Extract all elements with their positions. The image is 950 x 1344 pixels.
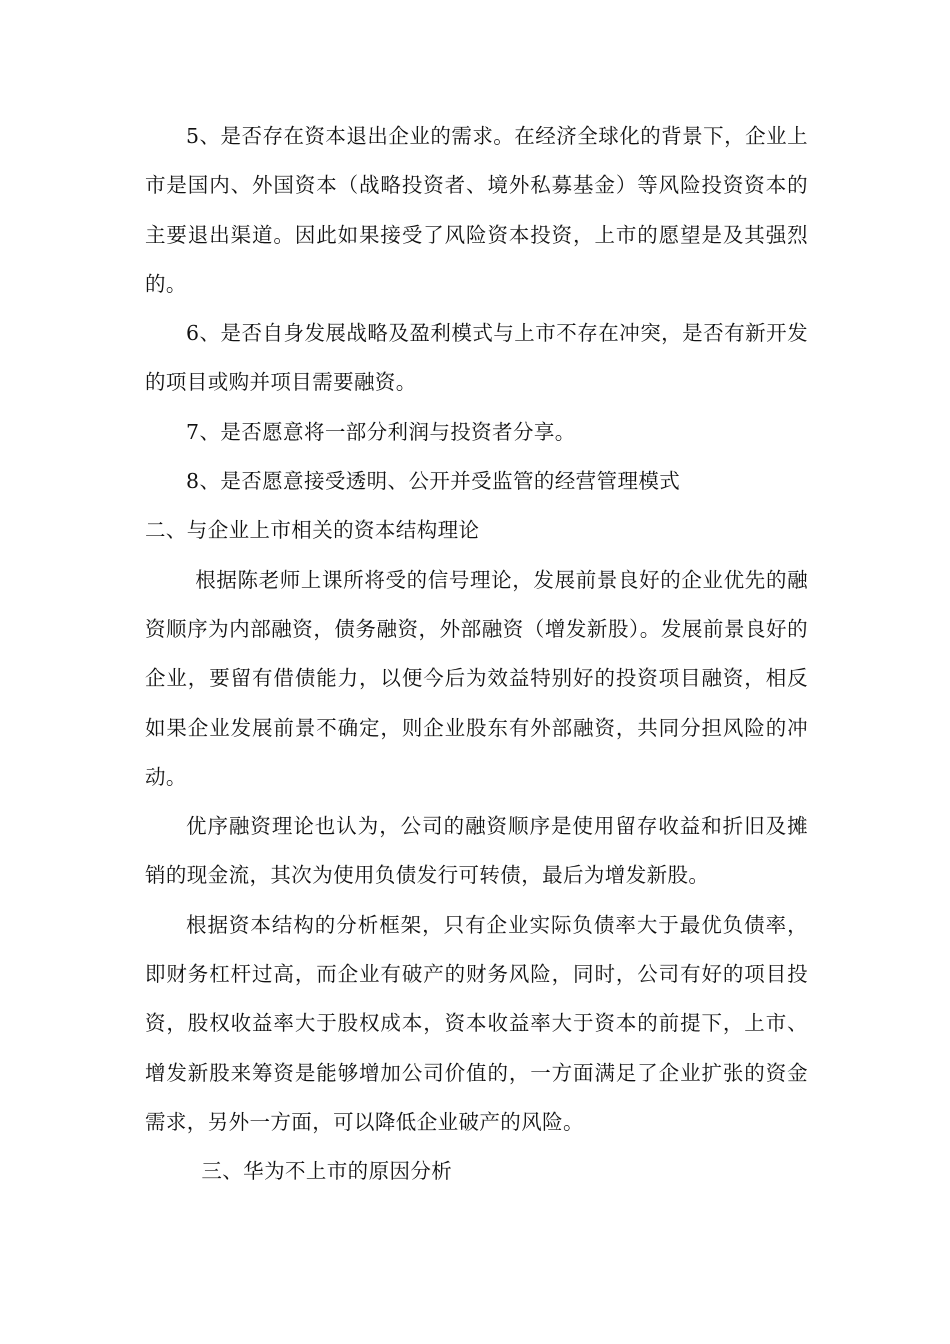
document-body	[145, 112, 808, 1197]
paragraph-item-6: 6、是否自身发展战略及盈利模式与上市不存在冲突，是否有新开发的项目或购并项目需要融资。	[145, 321, 808, 395]
capital-structure-paragraph: 根据资本结构的分析框架，只有企业实际负债率大于最优负债率，即财务杠杆过高，而企业有破产的财务风险，同时，公司有好的项目投资，股权收益率大于股权成本，资本收益率大于资本的前提下，上市、增发新股来筹资是能够增加公司价值的，一方面满足了企业扩张的资金需求，另外一方面，可以降低企业破产的风险。	[145, 912, 808, 1134]
section-heading-2: 二、与企业上市相关的资本结构理论	[145, 518, 480, 543]
paragraph-item-7: 7、是否愿意将一部分利润与投资者分享。	[186, 419, 576, 444]
pecking-order-paragraph: 优序融资理论也认为，公司的融资顺序是使用留存收益和折旧及摊销的现金流，其次为使用负债发行可转债，最后为增发新股。	[145, 814, 808, 888]
paragraph-item-8: 8、是否愿意接受透明、公开并受监管的经营管理模式	[186, 469, 681, 494]
section-heading-3: 三、华为不上市的原因分析	[201, 1159, 453, 1184]
paragraph-item-5: 5、是否存在资本退出企业的需求。在经济全球化的背景下，企业上市是国内、外国资本（战略投资者、境外私募基金）等风险投资资本的主要退出渠道。因此如果接受了风险资本投资，上市的愿望是及其强烈的。	[145, 124, 808, 296]
signal-theory-paragraph: 根据陈老师上课所将受的信号理论，发展前景良好的企业优先的融资顺序为内部融资，债务融资，外部融资（增发新股）。发展前景良好的企业，要留有借债能力，以便今后为效益特别好的投资项目融资，相反如果企业发展前景不确定，则企业股东有外部融资，共同分担风险的冲动。	[145, 567, 808, 789]
